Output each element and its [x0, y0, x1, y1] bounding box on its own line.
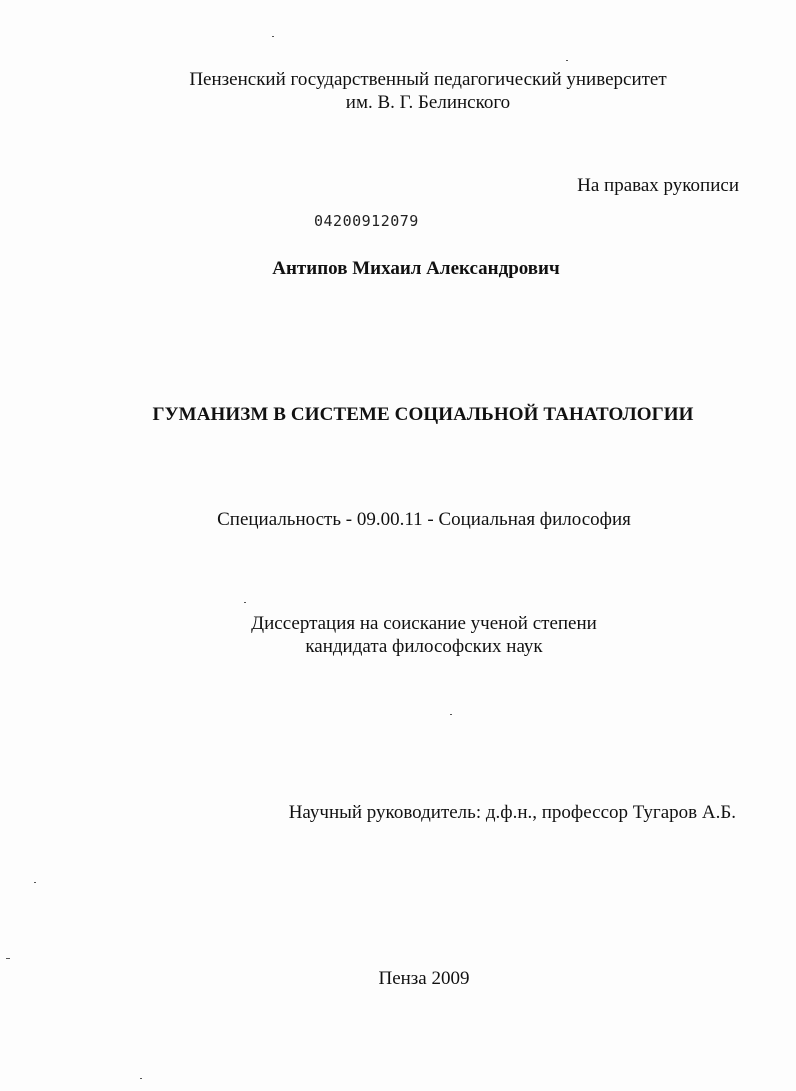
city-and-year: Пенза 2009: [378, 968, 470, 989]
author-name: Антипов Михаил Александрович: [272, 258, 560, 279]
scientific-supervisor: Научный руководитель: д.ф.н., профессор Тугаров А.Б.: [288, 802, 736, 823]
scan-speck: [140, 1078, 142, 1079]
scan-speck: [566, 60, 568, 61]
scan-speck: [6, 958, 10, 959]
manuscript-rights-note: На правах рукописи: [577, 175, 739, 196]
dissertation-title: ГУМАНИЗМ В СИСТЕМЕ СОЦИАЛЬНОЙ ТАНАТОЛОГИИ: [152, 404, 694, 425]
degree-line-1: Диссертация на соискание ученой степени: [251, 613, 597, 634]
specialty-line: Специальность - 09.00.11 - Социальная философия: [217, 509, 631, 530]
degree-line-2: кандидата философских наук: [305, 636, 543, 657]
scan-speck: [450, 714, 452, 715]
scan-speck: [272, 36, 274, 37]
scan-speck: [244, 602, 246, 603]
university-name: Пензенский государственный педагогический университет: [189, 69, 667, 90]
scan-speck: [34, 882, 36, 883]
registration-code: 04200912079: [314, 212, 419, 230]
university-namesake: им. В. Г. Белинского: [345, 92, 511, 113]
